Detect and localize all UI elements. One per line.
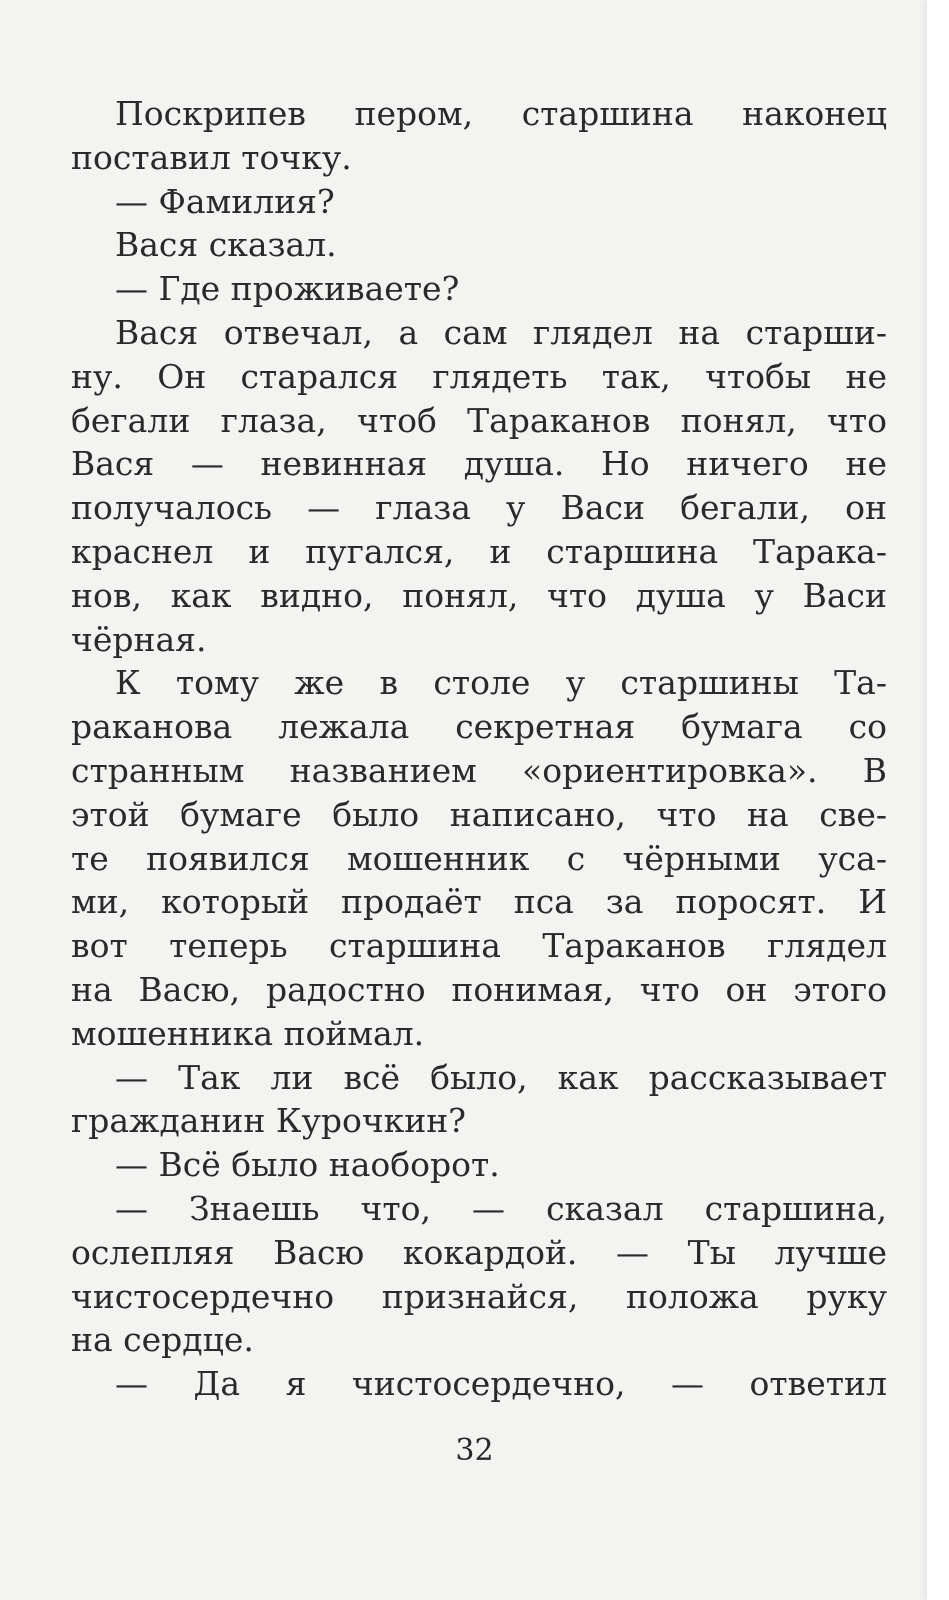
text-line: поставил точку. [71,137,352,177]
text-line: — Так ли всё было, как рассказывает [115,1057,887,1097]
text-line: чистосердечно признайся, положа руку [71,1276,887,1316]
text-line: — Всё было наоборот. [115,1145,500,1185]
text-line: ну. Он старался глядеть так, чтобы не [71,356,887,396]
page-edge [927,0,949,1600]
text-line: ми, который продаёт пса за поросят. И [71,882,887,922]
page-number: 32 [455,1433,494,1468]
text-line: Поскрипев пером, старшина наконец [115,94,887,133]
text-line: — Где проживаете? [115,269,460,309]
text-line: Вася отвечал, а сам глядел на старши- [115,312,887,352]
text-line: получалось — глаза у Васи бегали, он [71,488,887,528]
text-line: Вася — невинная душа. Но ничего не [71,444,887,484]
text-line: К тому же в столе у старшины Та- [115,663,887,703]
text-line: раканова лежала секретная бумага со [71,707,887,747]
text-line: — Фамилия? [115,181,335,221]
text-line: этой бумаге было написано, что на све- [71,794,887,834]
text-line: мошенника поймал. [71,1013,425,1053]
text-line: те появился мошенник с чёрными уса- [71,838,887,878]
text-line: — Знаешь что, — сказал старшина, [115,1188,887,1228]
text-line: вот теперь старшина Тараканов глядел [71,926,887,966]
text-line: чёрная. [71,619,207,659]
body-text [71,92,887,1406]
text-line: бегали глаза, чтоб Тараканов понял, что [71,400,887,440]
text-line: нов, как видно, понял, что душа у Васи [71,575,887,615]
text-line: на Васю, радостно понимая, что он этого [71,969,887,1009]
text-line: гражданин Курочкин? [71,1101,466,1141]
text-line: — Да я чистосердечно, — ответил [115,1364,887,1404]
text-line: ослепляя Васю кокардой. — Ты лучше [71,1232,887,1272]
text-line: странным названием «ориентировка». В [71,750,887,790]
text-line: на сердце. [71,1320,254,1360]
text-line: краснел и пугался, и старшина Тарака- [71,531,887,571]
text-line: Вася сказал. [115,225,337,265]
